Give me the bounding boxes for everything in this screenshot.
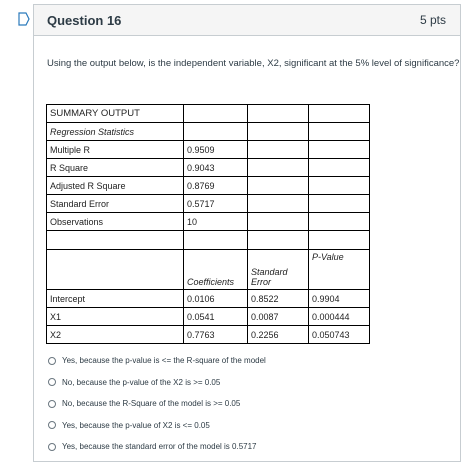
answer-label: No, because the p-value of the X2 is >= 0.05: [62, 377, 221, 387]
radio-button[interactable]: [48, 357, 56, 365]
answer-option-3[interactable]: [48, 393, 266, 415]
summary-output-table: [46, 104, 370, 344]
regression-statistics-label: Regression Statistics: [47, 123, 184, 141]
answer-options: [48, 350, 266, 458]
p-value: 0.9904: [309, 290, 370, 308]
p-value: 0.050743: [309, 326, 370, 344]
question-points: 5 pts: [419, 13, 446, 27]
table-row: [47, 177, 370, 195]
table-row: [47, 141, 370, 159]
std-error-value: 0.0087: [248, 308, 309, 326]
coef-value: 0.0106: [184, 290, 248, 308]
stat-value: 0.8769: [184, 177, 248, 195]
table-row: [47, 308, 370, 326]
stat-label: Multiple R: [47, 141, 184, 159]
stat-value: 0.5717: [184, 195, 248, 213]
table-row: [47, 326, 370, 344]
table-row: [47, 290, 370, 308]
table-row: [47, 105, 370, 123]
answer-label: Yes, because the standard error of the model is 0.5717: [62, 442, 257, 452]
answer-option-4[interactable]: [48, 415, 266, 437]
question-card: [33, 4, 461, 462]
stat-value: 0.9043: [184, 159, 248, 177]
answer-label: Yes, because the p-value of X2 is <= 0.05: [62, 420, 210, 430]
question-text: Using the output below, is the independent variable, X2, significant at the 5% level of significance?: [47, 58, 460, 69]
std-error-value: 0.8522: [248, 290, 309, 308]
radio-button[interactable]: [48, 400, 56, 408]
table-row: [47, 213, 370, 231]
stat-label: Observations: [47, 213, 184, 231]
table-header-row: [47, 250, 370, 290]
radio-button[interactable]: [48, 443, 56, 451]
radio-button[interactable]: [48, 421, 56, 429]
answer-option-2[interactable]: [48, 372, 266, 394]
stat-value: 0.9509: [184, 141, 248, 159]
summary-output-label: SUMMARY OUTPUT: [47, 105, 184, 123]
coef-label: Intercept: [47, 290, 184, 308]
coef-label: X2: [47, 326, 184, 344]
p-value: 0.000444: [309, 308, 370, 326]
answer-label: No, because the R-Square of the model is >= 0.05: [62, 399, 241, 409]
answer-option-1[interactable]: [48, 350, 266, 372]
coef-label: X1: [47, 308, 184, 326]
coef-value: 0.0541: [184, 308, 248, 326]
stat-label: Standard Error: [47, 195, 184, 213]
bookmark-icon[interactable]: [18, 12, 30, 26]
table-row: [47, 159, 370, 177]
coefficients-header: Coefficients: [184, 250, 248, 290]
stat-label: R Square: [47, 159, 184, 177]
question-title: Question 16: [47, 12, 122, 28]
question-header: [34, 5, 460, 36]
table-row: [47, 123, 370, 141]
standard-error-header: Standard Error: [248, 250, 309, 290]
answer-label: Yes, because the p-value is <= the R-square of the model: [62, 356, 266, 366]
table-row: [47, 231, 370, 250]
answer-option-5[interactable]: [48, 436, 266, 458]
radio-button[interactable]: [48, 378, 56, 386]
coef-value: 0.7763: [184, 326, 248, 344]
std-error-value: 0.2256: [248, 326, 309, 344]
p-value-header: P-Value: [309, 250, 370, 290]
stat-label: Adjusted R Square: [47, 177, 184, 195]
stat-value: 10: [184, 213, 248, 231]
table-row: [47, 195, 370, 213]
